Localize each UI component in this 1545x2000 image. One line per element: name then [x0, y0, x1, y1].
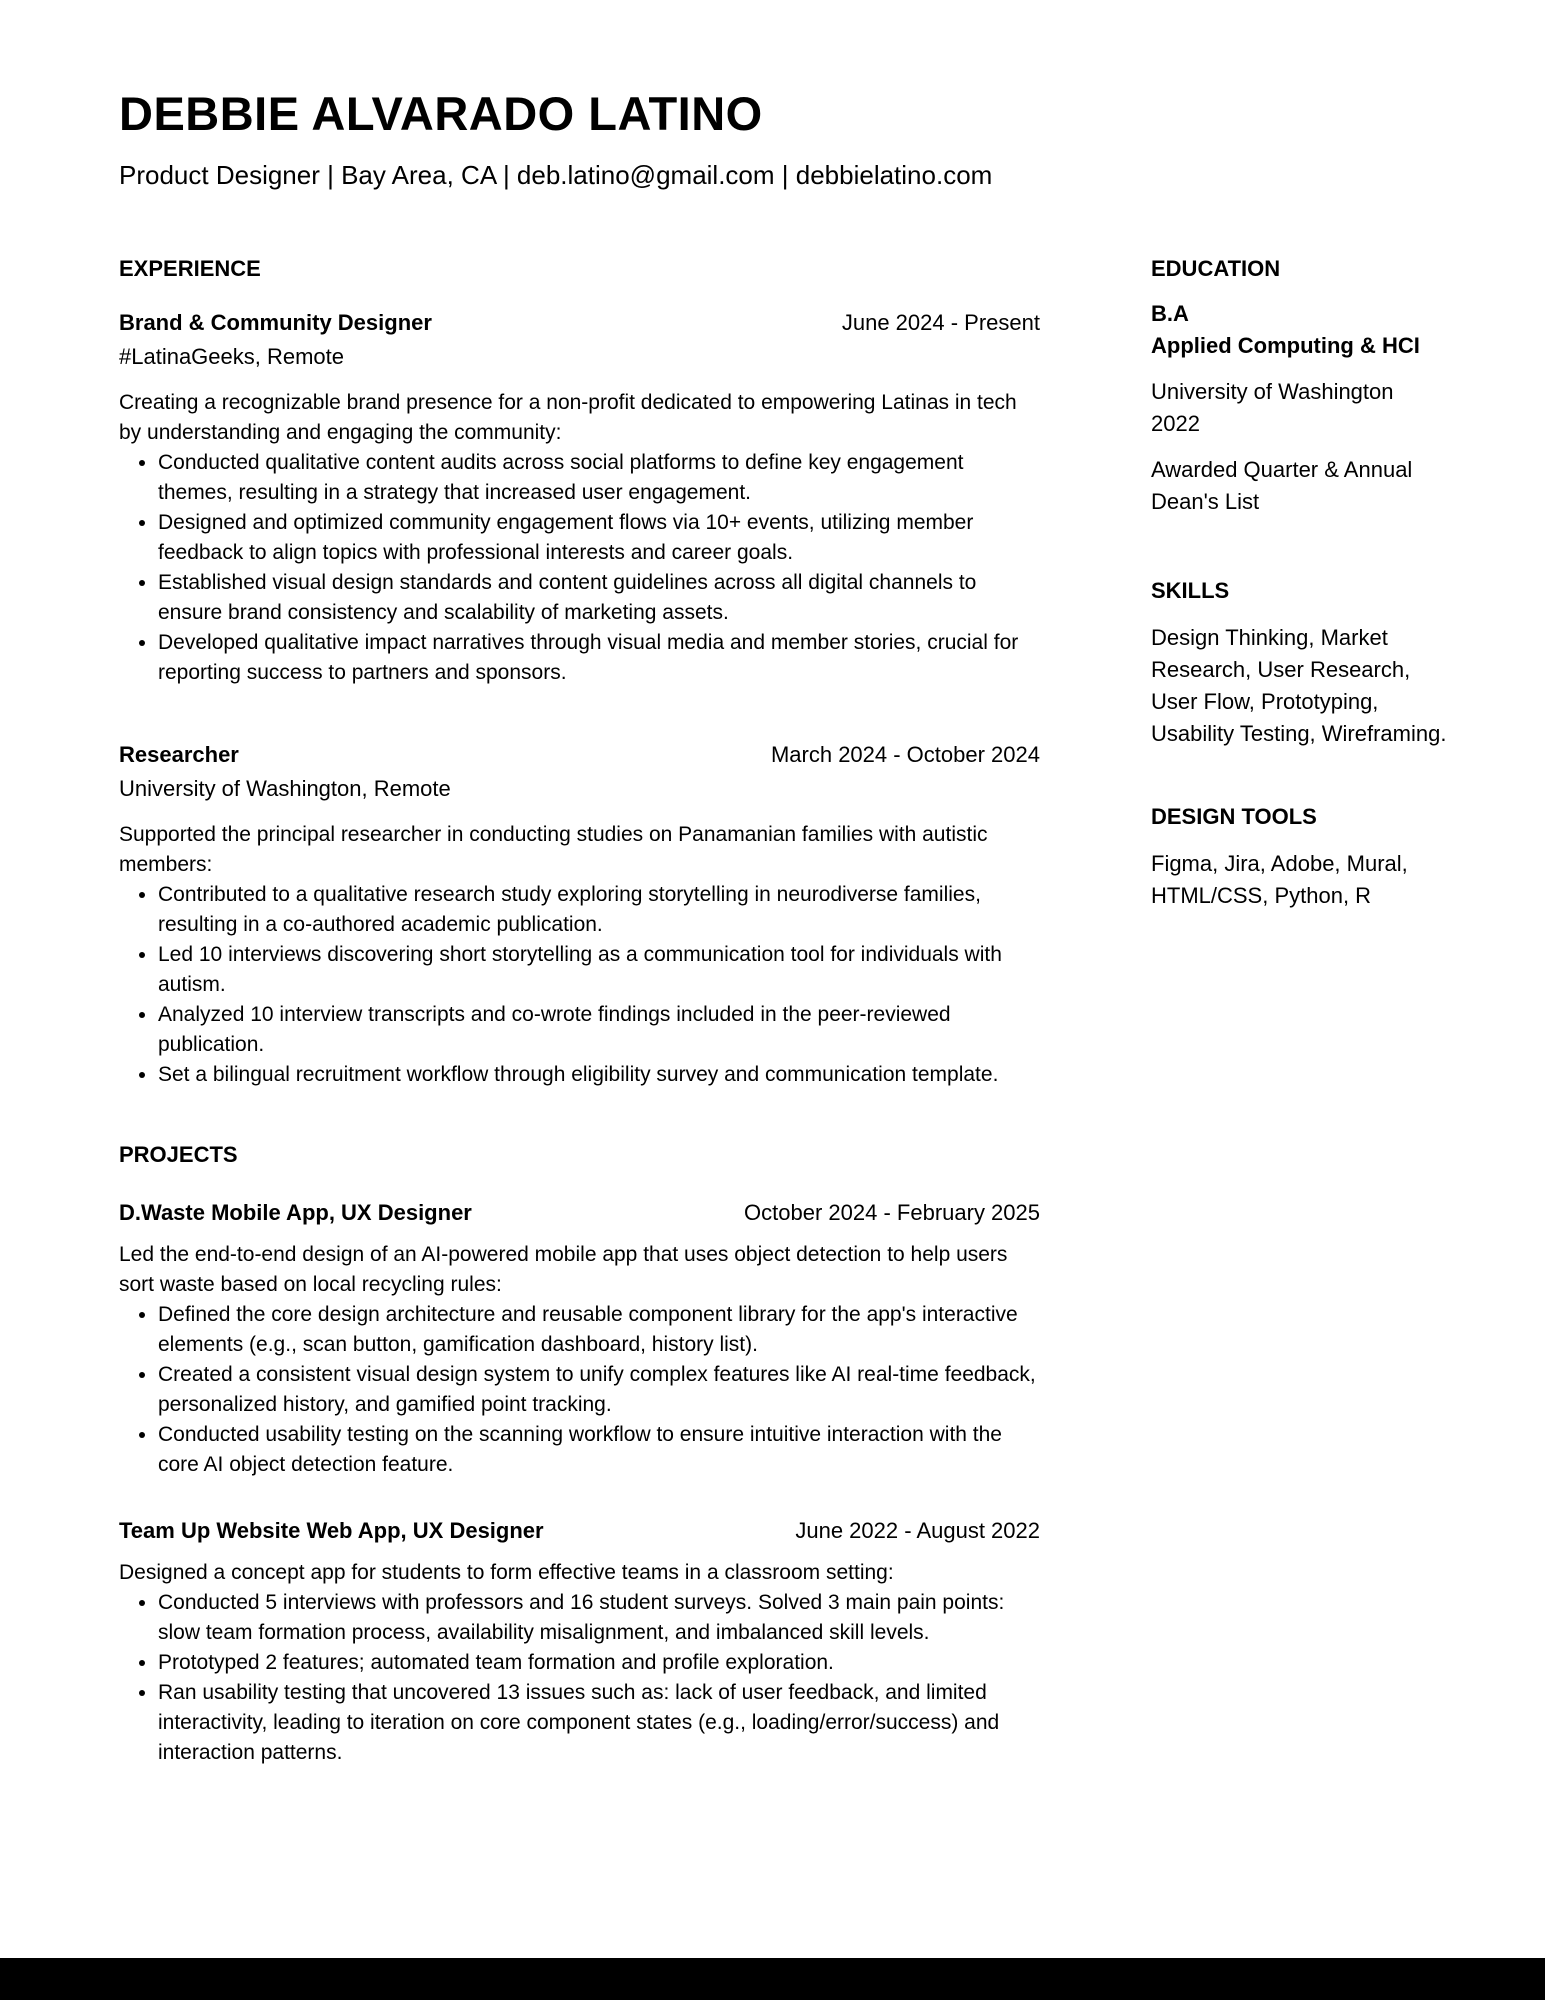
contact-line: Product Designer | Bay Area, CA | deb.latino@gmail.com | debbielatino.com [119, 160, 993, 190]
job-organization: #LatinaGeeks, Remote [119, 344, 345, 369]
bullet-item: • Led 10 interviews discovering short storytelling as a communication tool for individuals with autism. [158, 940, 1040, 1000]
projects-heading: PROJECTS [119, 1142, 238, 1167]
project-entry [119, 1516, 1040, 1768]
bullet-item: • Developed qualitative impact narratives through visual media and member stories, crucial for reporting success to partners and sponsors. [158, 628, 1040, 688]
job-title: Researcher [119, 742, 239, 767]
job-summary: Supported the principal researcher in conducting studies on Panamanian families with autistic members: [119, 823, 988, 876]
graduation-year: 2022 [1151, 411, 1200, 436]
entry-header [119, 740, 1040, 770]
project-dates: June 2022 - August 2022 [795, 1518, 1040, 1543]
job-bullets [119, 448, 1040, 688]
entry-header [119, 1198, 1040, 1228]
project-title: Team Up Website Web App, UX Designer [119, 1518, 544, 1543]
job-dates: March 2024 - October 2024 [770, 742, 1040, 767]
job-dates: June 2024 - Present [841, 310, 1040, 335]
candidate-name: DEBBIE ALVARADO LATINO [119, 87, 763, 140]
skills-text: Design Thinking, Market Research, User Research, User Flow, Prototyping, Usability Testing, Wireframing. [1151, 625, 1447, 746]
project-dates: October 2024 - February 2025 [744, 1200, 1040, 1225]
project-summary: Designed a concept app for students to form effective teams in a classroom setting: [119, 1561, 894, 1584]
experience-entry [119, 308, 1040, 688]
entry-header [119, 308, 1040, 338]
bullet-item: • Conducted qualitative content audits across social platforms to define key engagement themes, resulting in a strategy that increased user engagement. [158, 448, 1040, 508]
experience-entry [119, 740, 1040, 1090]
project-bullets [119, 1588, 1040, 1768]
bullet-item: • Established visual design standards and content guidelines across all digital channels to ensure brand consistency and scalability of marketing assets. [158, 568, 1040, 628]
bullet-item: • Prototyped 2 features; automated team formation and profile exploration. [158, 1648, 1040, 1678]
job-summary: Creating a recognizable brand presence for a non-profit dedicated to empowering Latinas in tech by understanding and engaging the community: [119, 391, 1017, 444]
education-heading: EDUCATION [1151, 256, 1281, 281]
project-bullets [119, 1300, 1040, 1480]
project-entry [119, 1198, 1040, 1480]
experience-heading: EXPERIENCE [119, 256, 261, 281]
bullet-item: • Created a consistent visual design system to unify complex features like AI real-time feedback, personalized history, and gamified point tracking. [158, 1360, 1040, 1420]
design-tools-text: Figma, Jira, Adobe, Mural, HTML/CSS, Python, R [1151, 851, 1408, 908]
bullet-item: • Analyzed 10 interview transcripts and co-wrote findings included in the peer-reviewed publication. [158, 1000, 1040, 1060]
degree: B.A [1151, 301, 1189, 326]
bullet-item: • Ran usability testing that uncovered 13 issues such as: lack of user feedback, and limited interactivity, leading to iteration on core component states (e.g., loading/error/success) and interaction patterns. [158, 1678, 1040, 1768]
design-tools-heading: DESIGN TOOLS [1151, 804, 1317, 829]
project-title: D.Waste Mobile App, UX Designer [119, 1200, 472, 1225]
main-column [119, 254, 1040, 1768]
skills-heading: SKILLS [1151, 578, 1230, 603]
honors-line: Dean's List [1151, 489, 1260, 514]
sidebar-column [1151, 254, 1451, 912]
bullet-item: • Defined the core design architecture and reusable component library for the app's interactive elements (e.g., scan button, gamification dashboard, history list). [158, 1300, 1040, 1360]
honors-line: Awarded Quarter & Annual [1151, 457, 1413, 482]
job-title: Brand & Community Designer [119, 310, 432, 335]
bullet-item: • Designed and optimized community engagement flows via 10+ events, utilizing member feedback to align topics with professional interests and career goals. [158, 508, 1040, 568]
entry-header [119, 1516, 1040, 1546]
degree-field: Applied Computing & HCI [1151, 333, 1420, 358]
job-organization: University of Washington, Remote [119, 776, 451, 801]
project-summary: Led the end-to-end design of an AI-powered mobile app that uses object detection to help users sort waste based on local recycling rules: [119, 1243, 1008, 1296]
job-bullets [119, 880, 1040, 1090]
footer-bar [0, 1958, 1545, 2000]
bullet-item: • Conducted 5 interviews with professors and 16 student surveys. Solved 3 main pain points: slow team formation process, availability misalignment, and imbalanced skill levels. [158, 1588, 1040, 1648]
bullet-item: • Conducted usability testing on the scanning workflow to ensure intuitive interaction with the core AI object detection feature. [158, 1420, 1040, 1480]
bullet-item: • Contributed to a qualitative research study exploring storytelling in neurodiverse families, resulting in a co-authored academic publication. [158, 880, 1040, 940]
bullet-item: • Set a bilingual recruitment workflow through eligibility survey and communication template. [158, 1060, 1040, 1090]
school-name: University of Washington [1151, 379, 1394, 404]
